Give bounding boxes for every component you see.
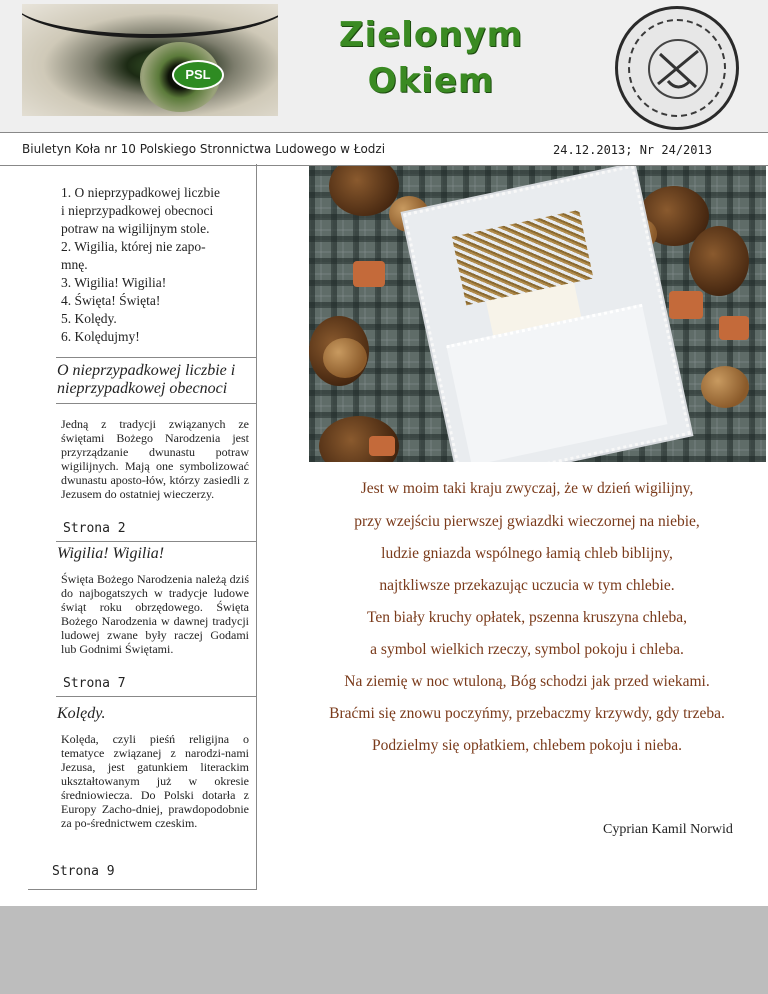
pine-cone — [689, 226, 749, 296]
page-reference: Strona 2 — [63, 521, 126, 536]
section-summary: Jedną z tradycji związanych ze świętami Bożego Narodzenia jest przyrządzanie dwunastu potraw wigilijnych. Mają one symbolizować dwunastu aposto-łów, którzy zasiedli z Jezusem do ostatniej wieczerzy. — [61, 417, 249, 501]
gingerbread-cookie — [353, 261, 385, 287]
section-divider — [56, 696, 256, 697]
poem-line: Podzielmy się opłatkiem, chlebem pokoju i nieba. — [372, 737, 682, 754]
section-divider — [56, 403, 256, 404]
section-divider — [56, 541, 256, 542]
toc-line: 2. Wigilia, której nie zapo- — [61, 239, 206, 254]
toc-line: mnę. — [61, 257, 88, 272]
section-divider — [56, 357, 256, 358]
toc-line: 4. Święta! Święta! — [61, 293, 161, 308]
walnut — [701, 366, 749, 408]
walnut — [323, 338, 367, 378]
christmas-wafer-photo — [309, 166, 766, 462]
section-title: Kolędy. — [57, 705, 106, 722]
seal-emblem-icon — [618, 9, 736, 127]
poem-line: najtkliwsze przekazując uczucia w tym chlebie. — [379, 577, 675, 594]
page-reference: Strona 9 — [52, 864, 115, 879]
gingerbread-cookie — [369, 436, 395, 456]
psl-logo-badge: PSL — [172, 60, 224, 90]
section-summary: Święta Bożego Narodzenia należą dziś do najbogatszych w tradycje ludowe świąt roku obrzędowego. Święta Bożego Narodzenia w dawnej tradycji ludowej zwane były raczej Godami lub Godnimi Świętami. — [61, 572, 249, 656]
toc-line: 5. Kolędy. — [61, 311, 117, 326]
bulletin-info-bar — [0, 132, 768, 166]
masthead-title — [298, 12, 564, 104]
header — [0, 0, 768, 132]
toc-line: i nieprzypadkowej obecnoci — [61, 203, 214, 218]
toc-line: 3. Wigilia! Wigilia! — [61, 275, 167, 290]
poem-line: a symbol wielkich rzeczy, symbol pokoju i chleba. — [370, 641, 684, 658]
toc-line: potraw na wigilijnym stole. — [61, 221, 210, 236]
poem-author: Cyprian Kamil Norwid — [603, 822, 733, 837]
section-divider — [28, 889, 256, 890]
masthead-title-line2: Okiem — [367, 61, 495, 101]
poem-line: Braćmi się znowu poczyńmy, przebaczmy krzywdy, gdy trzeba. — [329, 705, 725, 722]
section-title: O nieprzypadkowej liczbie i nieprzypadkowej obecnoci — [57, 362, 236, 397]
section-title: Wigilia! Wigilia! — [57, 545, 165, 562]
eye-logo-image — [22, 4, 278, 116]
pouch-pocket — [446, 304, 667, 462]
poem-line: przy wzejściu pierwszej gwiazdki wieczornej na niebie, — [354, 513, 700, 530]
toc-line: 1. O nieprzypadkowej liczbie — [61, 185, 220, 200]
footer-bar — [0, 906, 768, 994]
section-summary: Kolęda, czyli pieśń religijna o tematyce związanej z narodzi-nami Jezusa, jest gatunkiem literackim ukształtowanym już w okresie średniowiecza. Do Polski dotarła z Europy Zacho-dniej, prawdopodobnie za po-średnictwem czeskim. — [61, 732, 249, 830]
gingerbread-cookie — [669, 291, 703, 319]
poem-line: Ten biały kruchy opłatek, pszenna kruszyna chleba, — [367, 609, 687, 626]
poem-line: Na ziemię w noc wtuloną, Bóg schodzi jak przed wiekami. — [344, 673, 710, 690]
eyelid-shape — [22, 4, 278, 38]
toc-line: 6. Kolędujmy! — [61, 329, 140, 344]
masthead-title-line1: Zielonym — [338, 15, 524, 55]
organization-seal — [615, 6, 739, 130]
issue-date: 24.12.2013; Nr 24/2013 — [553, 143, 712, 157]
poem-line: ludzie gniazda wspólnego łamią chleb biblijny, — [381, 545, 673, 562]
bulletin-subtitle: Biuletyn Koła nr 10 Polskiego Stronnictwa Ludowego w Łodzi — [22, 142, 386, 156]
poem-line: Jest w moim taki kraju zwyczaj, że w dzień wigilijny, — [360, 480, 694, 497]
column-divider — [256, 164, 257, 890]
gingerbread-cookie — [719, 316, 749, 340]
page-reference: Strona 7 — [63, 676, 126, 691]
table-of-contents — [61, 184, 249, 346]
